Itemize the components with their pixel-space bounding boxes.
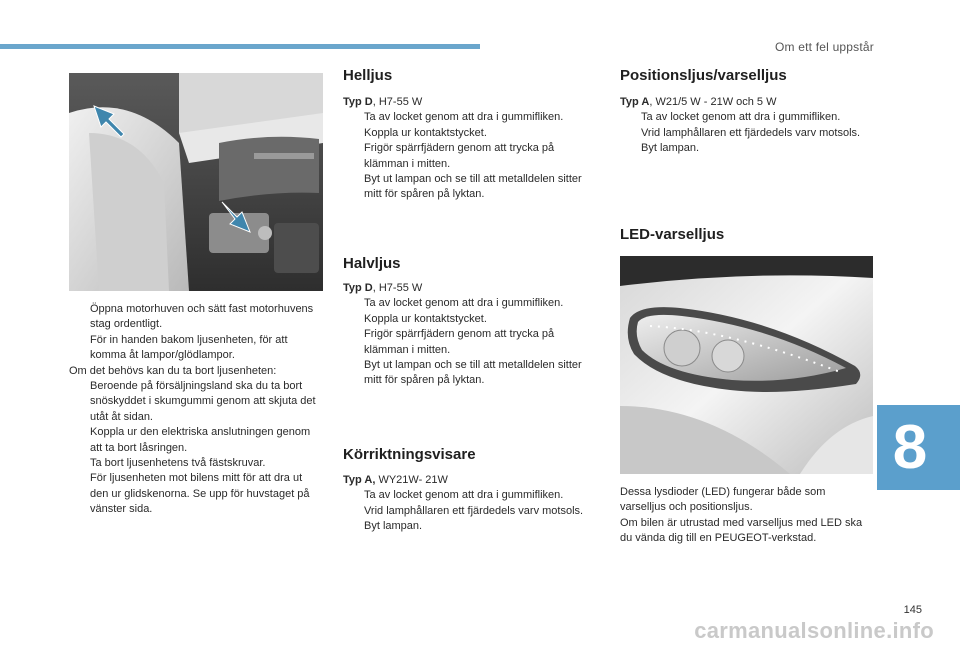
list-item: Koppla ur kontaktstycket.: [364, 126, 487, 139]
list-item: Öppna motorhuven och sätt fast motorhuvens stag ordentligt.: [90, 303, 314, 331]
positionsljus-instructions: [620, 95, 865, 157]
list-item: Koppla ur kontaktstycket.: [364, 312, 487, 325]
list-item: Frigör spärrfjädern genom att trycka på klämman i mitten.: [364, 328, 555, 356]
list-item: Ta av locket genom att dra i gummifliken.: [364, 489, 564, 502]
list-item: Ta av locket genom att dra i gummifliken.: [364, 111, 564, 124]
list-item: Koppla ur den elektriska anslutningen genom att ta bort låsringen.: [90, 426, 311, 454]
chapter-tab: [877, 405, 960, 490]
list-item: Frigör spärrfjädern genom att trycka på klämman i mitten.: [364, 142, 555, 170]
led-paragraph-2: Om bilen är utrustad med varselljus med LED ska du vända dig till en PEUGEOT-verkstad.: [620, 516, 863, 545]
top-accent-bar: [0, 44, 480, 49]
list-item: Byt lampan.: [364, 520, 423, 533]
lamp-type: Typ A, WY21W- 21W: [343, 474, 448, 486]
list-item: Byt lampan.: [641, 142, 700, 155]
intro-text: Om det behövs kan du ta bort ljusenheten:: [69, 364, 277, 377]
list-item: Ta av locket genom att dra i gummifliken.: [364, 297, 564, 310]
list-item: Byt ut lampan och se till att metalldelen sitter mitt för spåren på lyktan.: [364, 173, 582, 201]
watermark: carmanualsonline.info: [694, 618, 934, 643]
list-item: För in handen bakom ljusenheten, för att komma åt lampor/glödlampor.: [90, 333, 288, 362]
lamp-type: Typ D, H7-55 W: [343, 96, 423, 108]
section-title-positionsljus: Positionsljus/varselljus: [620, 67, 787, 84]
arrow-icon: [92, 104, 126, 138]
list-item: Vrid lamphållaren ett fjärdedels varv motsols.: [364, 504, 584, 517]
section-title-halvljus: Halvljus: [343, 255, 401, 272]
chapter-title: Om ett fel uppstår: [775, 40, 874, 54]
korriktning-instructions: [343, 473, 588, 535]
section-title-helljus: Helljus: [343, 67, 393, 84]
left-instructions: [69, 302, 323, 518]
led-description: [620, 485, 873, 547]
arrow-icon: [220, 200, 256, 236]
list-item: Ta bort ljusenhetens två fästskruvar.: [90, 457, 266, 470]
lamp-type: Typ A, W21/5 W - 21W och 5 W: [620, 96, 777, 108]
lamp-type: Typ D, H7-55 W: [343, 282, 423, 294]
list-item: Vrid lamphållaren ett fjärdedels varv motsols.: [641, 126, 861, 139]
list-item: Byt ut lampan och se till att metalldelen sitter mitt för spåren på lyktan.: [364, 359, 582, 387]
halvljus-instructions: [343, 281, 588, 389]
page-number: 145: [903, 604, 922, 616]
list-item: Beroende på försäljningsland ska du ta bort snöskyddet i skumgummi genom att skjuta det utåt åt sidan.: [90, 380, 316, 423]
helljus-instructions: [343, 95, 588, 203]
led-paragraph-1: Dessa lysdioder (LED) fungerar både som varselljus och positionsljus.: [620, 486, 826, 514]
section-title-led-varselljus: LED-varselljus: [620, 226, 725, 243]
list-item: Ta av locket genom att dra i gummifliken.: [641, 111, 841, 124]
section-title-korriktningsvisare: Körriktningsvisare: [343, 446, 476, 463]
chapter-number: 8: [892, 413, 928, 482]
list-item: För ljusenheten mot bilens mitt för att dra ut den ur glidskenorna. Se upp för huvstaget på vänster sida.: [90, 472, 310, 516]
headlight-photo: [620, 256, 873, 474]
